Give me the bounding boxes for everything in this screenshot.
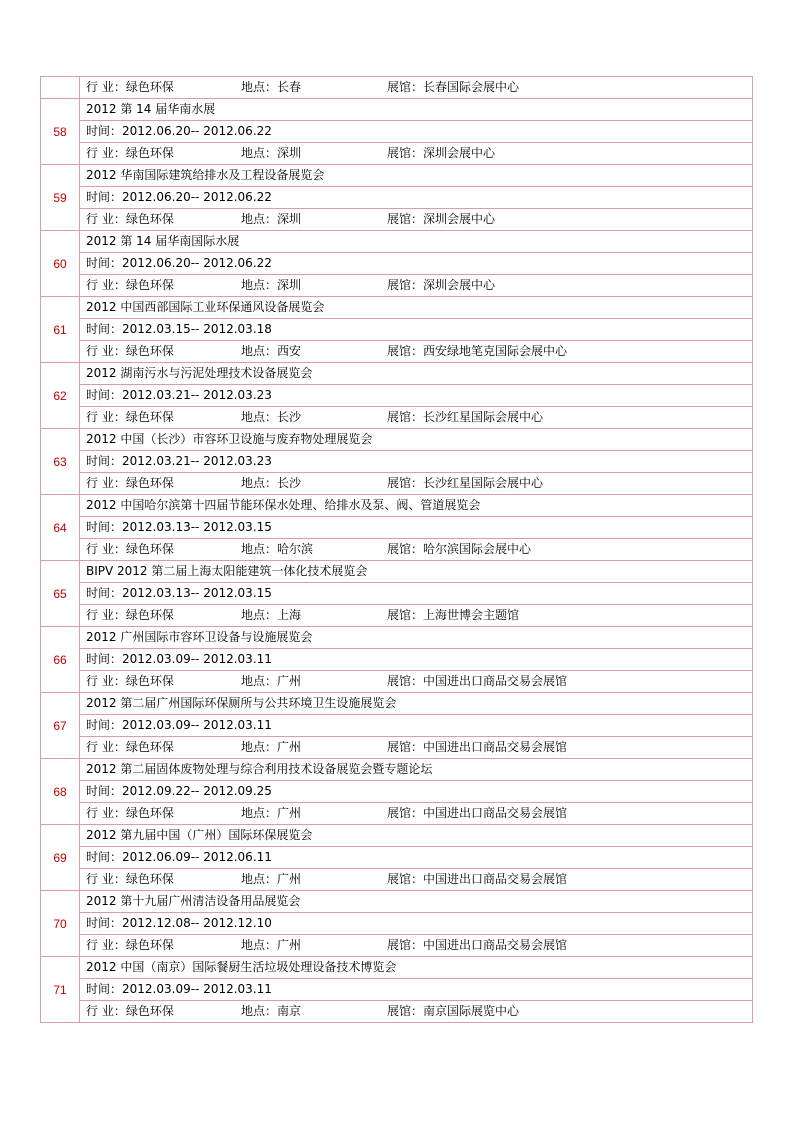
industry-field: 行 业：绿色环保 bbox=[86, 608, 174, 622]
meta-row bbox=[80, 142, 752, 164]
exhibition-title: 2012 湖南污水与污泥处理技术设备展览会 bbox=[86, 366, 313, 380]
industry-field: 行 业：绿色环保 bbox=[86, 938, 174, 952]
entry-number: 64 bbox=[41, 495, 80, 560]
location-field: 地点：哈尔滨 bbox=[241, 542, 314, 556]
exhibition-title: 2012 第二届固体废物处理与综合利用技术设备展览会暨专题论坛 bbox=[86, 762, 433, 776]
exhibition-title: 2012 第二届广州国际环保厕所与公共环境卫生设施展览会 bbox=[86, 696, 397, 710]
table-row bbox=[41, 956, 752, 1022]
industry-field: 行 业：绿色环保 bbox=[86, 872, 174, 886]
table-row bbox=[41, 626, 752, 692]
meta-row bbox=[80, 1000, 752, 1022]
time-row: 时间：2012.03.21-- 2012.03.23 bbox=[80, 450, 752, 472]
table-row bbox=[41, 692, 752, 758]
time-value: 2012.09.22-- 2012.09.25 bbox=[122, 784, 272, 798]
location-field: 地点：广州 bbox=[241, 806, 302, 820]
table-row bbox=[41, 98, 752, 164]
meta-row bbox=[80, 670, 752, 692]
meta-row bbox=[80, 802, 752, 824]
meta-row bbox=[80, 340, 752, 362]
venue-field: 展馆：长沙红星国际会展中心 bbox=[387, 410, 544, 424]
time-value: 2012.06.20-- 2012.06.22 bbox=[122, 256, 272, 270]
meta-row bbox=[80, 77, 752, 98]
venue-field: 展馆：长沙红星国际会展中心 bbox=[387, 476, 544, 490]
time-row: 时间：2012.06.09-- 2012.06.11 bbox=[80, 846, 752, 868]
time-row: 时间：2012.03.13-- 2012.03.15 bbox=[80, 582, 752, 604]
meta-row bbox=[80, 472, 752, 494]
table-row bbox=[41, 560, 752, 626]
exhibition-title: 2012 中国西部国际工业环保通风设备展览会 bbox=[86, 300, 325, 314]
exhibition-title: 2012 第 14 届华南国际水展 bbox=[86, 234, 240, 248]
venue-field: 展馆：长春国际会展中心 bbox=[387, 80, 520, 94]
table-block-partial bbox=[41, 77, 752, 98]
meta-row bbox=[80, 406, 752, 428]
table-row bbox=[41, 296, 752, 362]
location-field: 地点：长沙 bbox=[241, 410, 302, 424]
exhibition-title: BIPV 2012 第二届上海太阳能建筑一体化技术展览会 bbox=[86, 564, 368, 578]
time-row: 时间：2012.03.13-- 2012.03.15 bbox=[80, 516, 752, 538]
location-field: 地点：深圳 bbox=[241, 146, 302, 160]
venue-field: 展馆：南京国际展览中心 bbox=[387, 1004, 520, 1018]
venue-field: 展馆：哈尔滨国际会展中心 bbox=[387, 542, 532, 556]
location-field: 地点：广州 bbox=[241, 674, 302, 688]
time-value: 2012.03.13-- 2012.03.15 bbox=[122, 520, 272, 534]
entry-number: 70 bbox=[41, 891, 80, 956]
time-row: 时间：2012.12.08-- 2012.12.10 bbox=[80, 912, 752, 934]
location-field: 地点：西安 bbox=[241, 344, 302, 358]
time-row: 时间：2012.03.09-- 2012.03.11 bbox=[80, 714, 752, 736]
table-row bbox=[41, 494, 752, 560]
time-row: 时间：2012.09.22-- 2012.09.25 bbox=[80, 780, 752, 802]
exhibition-title: 2012 中国（南京）国际餐厨生活垃圾处理设备技术博览会 bbox=[86, 960, 397, 974]
entry-number: 60 bbox=[41, 231, 80, 296]
industry-field: 行 业：绿色环保 bbox=[86, 674, 174, 688]
table-row bbox=[41, 230, 752, 296]
location-field: 地点：广州 bbox=[241, 872, 302, 886]
industry-field: 行 业：绿色环保 bbox=[86, 344, 174, 358]
table-row bbox=[41, 758, 752, 824]
venue-field: 展馆：深圳会展中心 bbox=[387, 278, 496, 292]
venue-field: 展馆：中国进出口商品交易会展馆 bbox=[387, 740, 568, 754]
time-row: 时间：2012.03.09-- 2012.03.11 bbox=[80, 648, 752, 670]
industry-field: 行 业：绿色环保 bbox=[86, 212, 174, 226]
meta-row bbox=[80, 604, 752, 626]
exhibition-title: 2012 第 14 届华南水展 bbox=[86, 102, 216, 116]
venue-field: 展馆：深圳会展中心 bbox=[387, 212, 496, 226]
venue-field: 展馆：中国进出口商品交易会展馆 bbox=[387, 674, 568, 688]
time-value: 2012.06.20-- 2012.06.22 bbox=[122, 190, 272, 204]
time-row: 时间：2012.03.15-- 2012.03.18 bbox=[80, 318, 752, 340]
industry-field: 行 业：绿色环保 bbox=[86, 806, 174, 820]
exhibition-table bbox=[40, 76, 753, 1023]
time-row: 时间：2012.06.20-- 2012.06.22 bbox=[80, 186, 752, 208]
location-field: 地点：长春 bbox=[241, 80, 302, 94]
time-value: 2012.03.13-- 2012.03.15 bbox=[122, 586, 272, 600]
exhibition-title: 2012 广州国际市容环卫设备与设施展览会 bbox=[86, 630, 313, 644]
table-row bbox=[41, 428, 752, 494]
exhibition-title: 2012 中国（长沙）市容环卫设施与废弃物处理展览会 bbox=[86, 432, 373, 446]
location-field: 地点：广州 bbox=[241, 938, 302, 952]
time-value: 2012.06.20-- 2012.06.22 bbox=[122, 124, 272, 138]
venue-field: 展馆：中国进出口商品交易会展馆 bbox=[387, 938, 568, 952]
industry-field: 行 业：绿色环保 bbox=[86, 80, 174, 94]
exhibition-title: 2012 第十九届广州清洁设备用品展览会 bbox=[86, 894, 301, 908]
entry-number: 61 bbox=[41, 297, 80, 362]
venue-field: 展馆：中国进出口商品交易会展馆 bbox=[387, 872, 568, 886]
location-field: 地点：南京 bbox=[241, 1004, 302, 1018]
entry-number: 71 bbox=[41, 957, 80, 1022]
table-row bbox=[41, 890, 752, 956]
industry-field: 行 业：绿色环保 bbox=[86, 740, 174, 754]
time-row: 时间：2012.03.21-- 2012.03.23 bbox=[80, 384, 752, 406]
exhibition-title: 2012 中国哈尔滨第十四届节能环保水处理、给排水及泵、阀、管道展览会 bbox=[86, 498, 481, 512]
table-row bbox=[41, 362, 752, 428]
industry-field: 行 业：绿色环保 bbox=[86, 542, 174, 556]
meta-row bbox=[80, 538, 752, 560]
time-value: 2012.03.09-- 2012.03.11 bbox=[122, 718, 272, 732]
meta-row bbox=[80, 868, 752, 890]
time-value: 2012.03.09-- 2012.03.11 bbox=[122, 982, 272, 996]
location-field: 地点：广州 bbox=[241, 740, 302, 754]
location-field: 地点：深圳 bbox=[241, 212, 302, 226]
location-field: 地点：上海 bbox=[241, 608, 302, 622]
location-field: 地点：深圳 bbox=[241, 278, 302, 292]
table-row bbox=[41, 824, 752, 890]
exhibition-title: 2012 华南国际建筑给排水及工程设备展览会 bbox=[86, 168, 325, 182]
time-value: 2012.03.21-- 2012.03.23 bbox=[122, 454, 272, 468]
meta-row bbox=[80, 736, 752, 758]
entry-number: 66 bbox=[41, 627, 80, 692]
venue-field: 展馆：西安绿地笔克国际会展中心 bbox=[387, 344, 568, 358]
entry-number: 62 bbox=[41, 363, 80, 428]
time-value: 2012.03.15-- 2012.03.18 bbox=[122, 322, 272, 336]
entry-number: 69 bbox=[41, 825, 80, 890]
industry-field: 行 业：绿色环保 bbox=[86, 278, 174, 292]
entry-number: 67 bbox=[41, 693, 80, 758]
meta-row bbox=[80, 208, 752, 230]
table-row bbox=[41, 164, 752, 230]
venue-field: 展馆：中国进出口商品交易会展馆 bbox=[387, 806, 568, 820]
time-row: 时间：2012.03.09-- 2012.03.11 bbox=[80, 978, 752, 1000]
location-field: 地点：长沙 bbox=[241, 476, 302, 490]
time-value: 2012.03.21-- 2012.03.23 bbox=[122, 388, 272, 402]
industry-field: 行 业：绿色环保 bbox=[86, 146, 174, 160]
time-value: 2012.12.08-- 2012.12.10 bbox=[122, 916, 272, 930]
time-row: 时间：2012.06.20-- 2012.06.22 bbox=[80, 120, 752, 142]
exhibition-title: 2012 第九届中国（广州）国际环保展览会 bbox=[86, 828, 313, 842]
entry-number: 63 bbox=[41, 429, 80, 494]
time-row: 时间：2012.06.20-- 2012.06.22 bbox=[80, 252, 752, 274]
venue-field: 展馆：上海世博会主题馆 bbox=[387, 608, 520, 622]
entry-number: 59 bbox=[41, 165, 80, 230]
time-value: 2012.06.09-- 2012.06.11 bbox=[122, 850, 272, 864]
entry-number: 68 bbox=[41, 759, 80, 824]
entry-number: 58 bbox=[41, 99, 80, 164]
entry-number bbox=[41, 77, 80, 98]
industry-field: 行 业：绿色环保 bbox=[86, 1004, 174, 1018]
industry-field: 行 业：绿色环保 bbox=[86, 410, 174, 424]
entry-number: 65 bbox=[41, 561, 80, 626]
industry-field: 行 业：绿色环保 bbox=[86, 476, 174, 490]
time-value: 2012.03.09-- 2012.03.11 bbox=[122, 652, 272, 666]
meta-row bbox=[80, 934, 752, 956]
venue-field: 展馆：深圳会展中心 bbox=[387, 146, 496, 160]
meta-row bbox=[80, 274, 752, 296]
